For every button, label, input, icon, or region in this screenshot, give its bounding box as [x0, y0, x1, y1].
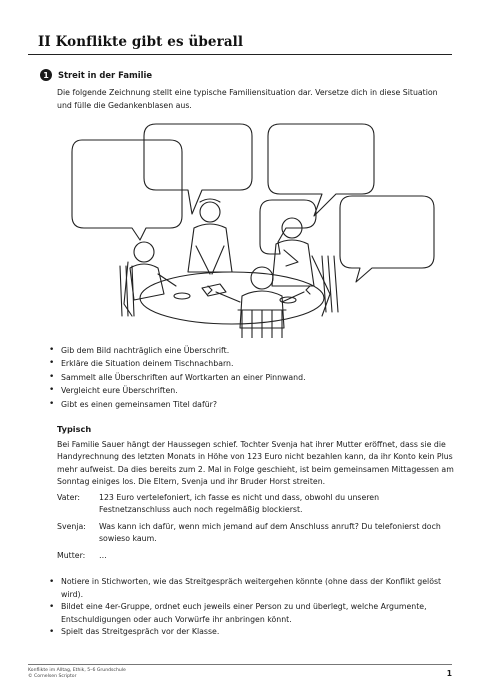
dialog-text: … [99, 550, 107, 560]
task-list-2 [48, 576, 453, 639]
chapter-divider [28, 54, 452, 55]
page-number: 1 [446, 669, 452, 678]
dialog-text: Was kann ich dafür, wenn mich jemand auf dem Anschluss anruft? Du telefonierst doch sowieso kaum. [99, 521, 441, 544]
section-heading [40, 69, 152, 81]
family-table-illustration [60, 116, 446, 338]
footer-line: Konflikte im Alltag, Ethik, 5–6 Grundschule [28, 668, 126, 673]
list-item: • Gibt es einen gemeinsamen Titel dafür? [48, 398, 448, 411]
thought-bubble-right [340, 196, 434, 282]
dialog-line [57, 521, 457, 546]
footer [28, 668, 126, 681]
dialog-text: 123 Euro vertelefoniert, ich fasse es nicht und dass, obwohl du unseren Festnetzanschluss auch noch regelmäßig blockierst. [99, 493, 380, 515]
list-item: • Notiere in Stichworten, wie das Streitgespräch weitergehen könnte (ohne dass der Konflikt gelöst wird). [48, 576, 453, 601]
list-item: • Gib dem Bild nachträglich eine Überschrift. [48, 344, 448, 357]
section-title: Streit in der Familie [58, 70, 153, 80]
dialog-speaker: Svenja: [57, 521, 86, 531]
footer-line: © Cornelsen Scriptor [28, 674, 77, 680]
story-text: Bei Familie Sauer hängt der Haussegen schief. Tochter Svenja hat ihrer Mutter eröffnet, dass sie die Handyrechnung des letzten Monats in Höhe von 123 Euro nicht bezahlen kann, da ihr Konto kein Plus mehr aufweist. Da dies bereits zum 2. Mal in Folge geschieht, ist beim gemeinsamen Mittagessen am Sonntag einiges los. Die Eltern, Svenja und ihr Bruder Horst streiten. [57, 440, 454, 487]
footer-divider [28, 664, 452, 665]
list-item: • Bildet eine 4er-Gruppe, ordnet euch jeweils einer Person zu und überlegt, welche Argumente, Entschuldigungen oder auch Vorwürfe ihr anbringen könnt. [48, 601, 453, 626]
list-item: • Spielt das Streitgespräch vor der Klasse. [48, 626, 453, 639]
dialog-line [57, 492, 457, 517]
list-item: • Sammelt alle Überschriften auf Wortkarten an einer Pinnwand. [48, 371, 448, 384]
dialog-block [57, 492, 457, 566]
dialog-line [57, 550, 457, 562]
list-item: • Erkläre die Situation deinem Tischnachbarn. [48, 357, 448, 370]
dialog-speaker: Mutter: [57, 550, 86, 560]
chapter-title: II Konflikte gibt es überall [38, 34, 244, 50]
list-item: • Vergleicht eure Überschriften. [48, 384, 448, 397]
subheading-typisch: Typisch [57, 424, 92, 434]
section-number-badge: 1 [40, 69, 52, 81]
thought-bubble-right-back [260, 200, 316, 254]
thought-bubble-center-left [144, 124, 252, 214]
task-list [48, 344, 448, 411]
intro-text: Die folgende Zeichnung stellt eine typische Familiensituation dar. Versetze dich in diese Situation und fülle die Gedankenblasen aus. [57, 88, 438, 110]
dialog-speaker: Vater: [57, 493, 81, 502]
thought-bubble-center-right [268, 124, 374, 216]
